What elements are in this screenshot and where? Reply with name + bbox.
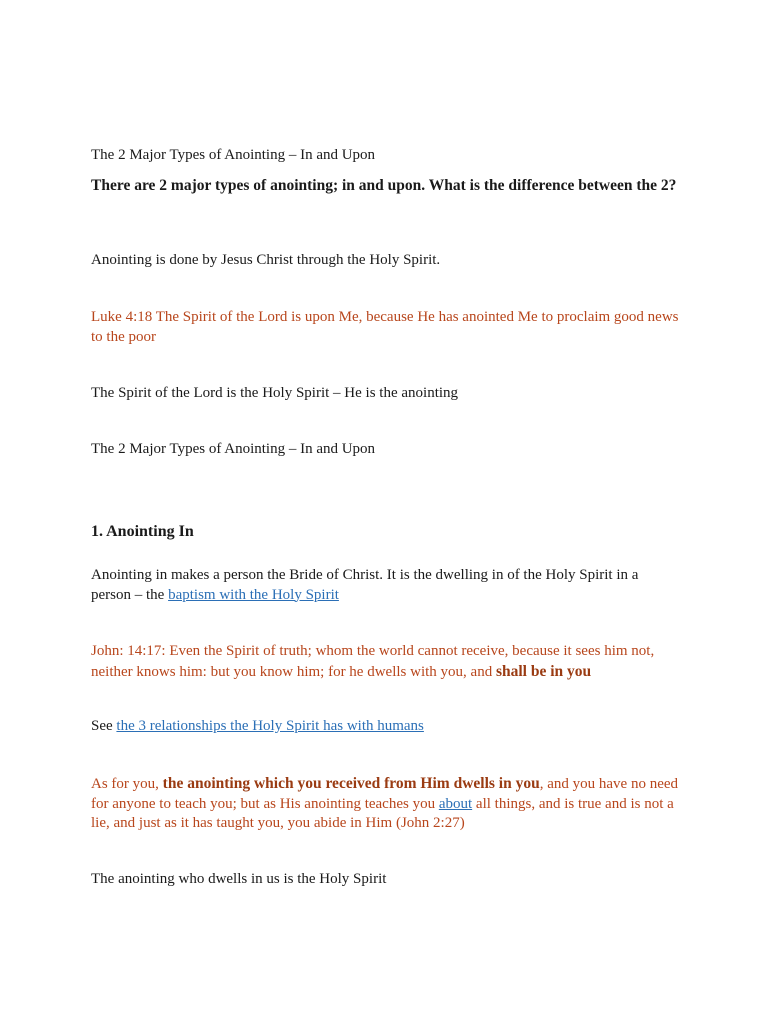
- first-john-middle: , and you have no need for anyone to teach you; but as His anointing teaches you: [91, 776, 679, 812]
- see-paragraph: [91, 717, 681, 737]
- john-verse-text: John: 14:17: Even the Spirit of truth; whom the world cannot receive, because it sees him not, neither knows him: but you know him; for he dwells with you, and: [91, 643, 655, 680]
- see-prefix: See: [91, 718, 117, 734]
- first-john-prefix: As for you,: [91, 776, 163, 792]
- paragraph-anointing-done-by: Anointing is done by Jesus Christ through the Holy Spirit.: [91, 252, 441, 268]
- closing-line: The anointing who dwells in us is the Holy Spirit: [91, 871, 387, 887]
- paragraph-anointing-in: [91, 566, 681, 605]
- paragraph-spirit-statement: The Spirit of the Lord is the Holy Spirit – He is the anointing: [91, 385, 459, 401]
- first-john-suffix: all things, and is true and is not a lie, and just as it has taught you, you abide in Him (John 2:27): [91, 795, 674, 831]
- john-verse: [91, 642, 681, 682]
- section-heading-anointing-in: 1. Anointing In: [91, 523, 194, 540]
- question-subheading: There are 2 major types of anointing; in and upon. What is the difference between the 2?: [91, 177, 677, 194]
- three-relationships-link[interactable]: the 3 relationships the Holy Spirit has with humans: [116, 718, 424, 734]
- first-john-verse: [91, 774, 681, 834]
- paragraph-anointing-in-text: Anointing in makes a person the Bride of Christ. It is the dwelling in of the Holy Spirit in a person – the: [91, 567, 639, 603]
- luke-verse: Luke 4:18 The Spirit of the Lord is upon Me, because He has anointed Me to proclaim good news to the poor: [91, 309, 679, 345]
- first-john-emphasis: the anointing which you received from Him dwells in you: [162, 775, 540, 792]
- title-repeat: The 2 Major Types of Anointing – In and Upon: [91, 441, 376, 457]
- title-line: The 2 Major Types of Anointing – In and Upon: [91, 147, 376, 163]
- about-link[interactable]: about: [438, 795, 473, 812]
- john-verse-emphasis: shall be in you: [495, 662, 592, 680]
- baptism-holy-spirit-link[interactable]: baptism with the Holy Spirit: [168, 586, 339, 603]
